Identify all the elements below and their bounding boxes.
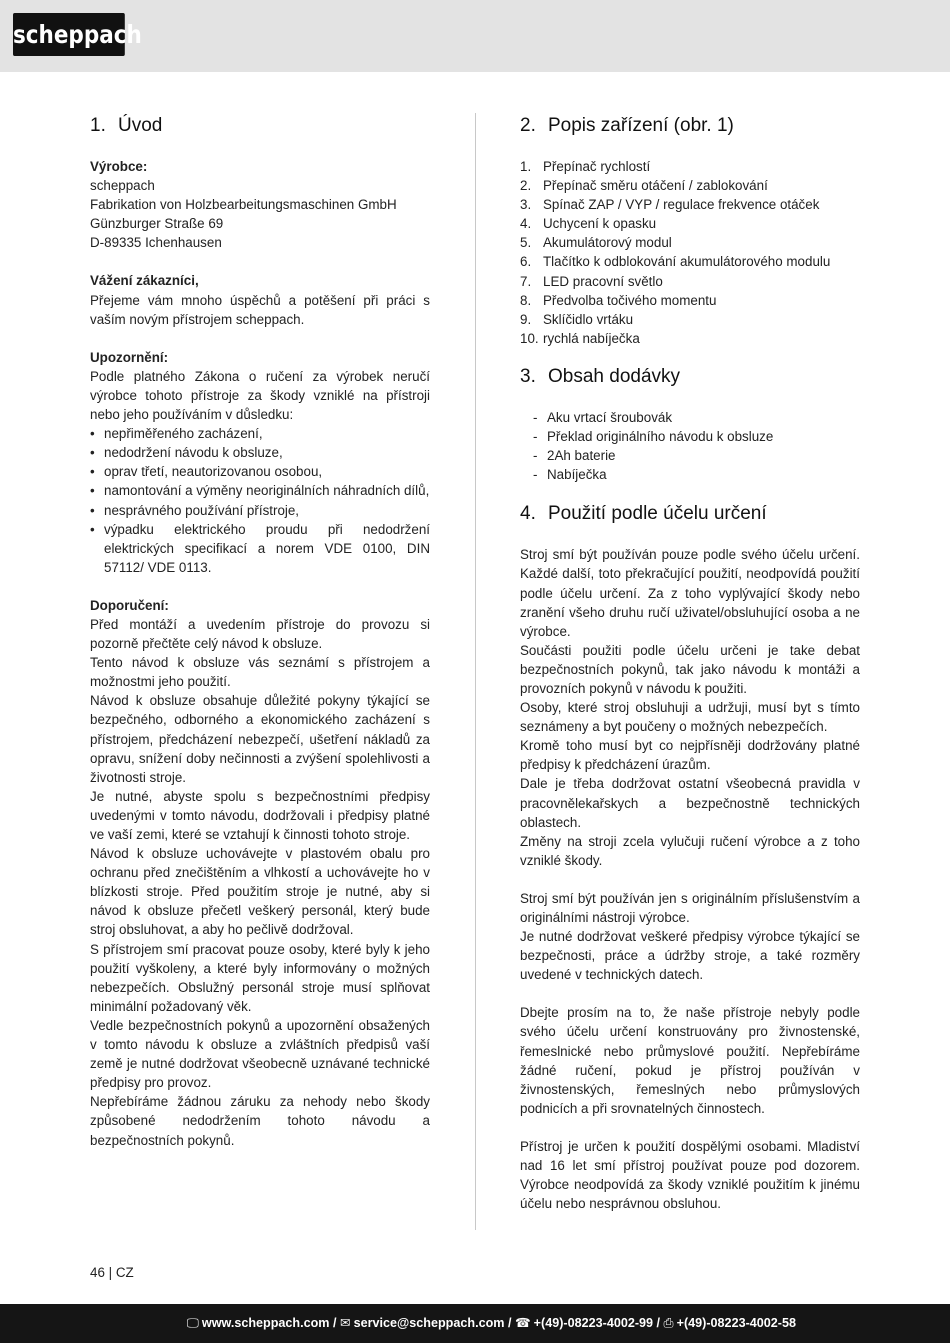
list-item: • výpadku elektrického proudu při nedodržení elektrických specifikací a norem VDE 0100, DIN 57112/ VDE 0113. [90,520,430,577]
list-item [520,157,860,176]
section-3-heading [520,363,860,391]
dear-customers-label: Vážení zákazníci, [90,273,199,289]
list-item-number: 3. [520,197,532,213]
header-bar [0,0,950,72]
monitor-icon: 🖵 [186,1316,199,1330]
list-item [520,329,860,348]
paragraph: Nepřebíráme žádnou záruku za nehody nebo škody způsobené nedodržením tohoto návodu a bezpečnostních pokynů. [90,1094,430,1148]
footer-contacts [187,1315,796,1331]
list-item-number: 6. [520,254,532,270]
fax-icon: ⎙ [663,1316,674,1330]
list-item [520,272,860,291]
list-item-label: Přepínač směru otáčení / zablokování [543,178,768,194]
section-1-title: Úvod [118,115,163,136]
column-divider [475,113,476,1230]
intended-use-block-3 [520,1003,860,1118]
phone-icon: ☎ [514,1316,531,1330]
right-column [520,112,860,1213]
list-item-number: 1. [520,159,532,174]
paragraph: Dale je třeba dodržovat ostatní všeobecná pravidla v pracovnělekařskych a bezpečnostně technických oblastech. [520,776,860,830]
paragraph: Kromě toho musí byt co nejpřísněji dodržovány platné předpisy k předcházení úrazům. [520,738,860,773]
notice-list [90,424,430,577]
left-column [90,112,430,1150]
footer-web[interactable]: www.scheppach.com / [201,1316,337,1330]
list-item: • nedodržení návodu k obsluze, [90,443,430,462]
paragraph: Dbejte prosím na to, že naše přístroje nebyly podle svého účelu určení konstruovány pro živnostenské, řemeslnické nebo průmyslové použití. Nepřebíráme žádné ručení, pokud je přístroj používán v živnostenských, řemeslných nebo průmyslových podnicích a při srovnatelných činnostech. [520,1005,860,1116]
address-line: scheppach [90,178,155,194]
footer-fax: +(49)-08223-4002-58 [676,1316,796,1330]
list-item-number: 7. [520,273,532,289]
list-item-label: Uchycení k opasku [543,216,657,232]
address-line: Fabrikation von Holzbearbeitungsmaschinen GmbH [90,197,397,213]
address-line: D-89335 Ichenhausen [90,235,222,251]
paragraph: Stroj smí být používán pouze podle svého účelu určení. Každé další, toto překračující použití, neodpovídá použití podle účelu určení. Za z toho vyplývající škody nebo zranění všeho druhu ručí uživatel/obsluhující osoba a ne výrobce. [520,547,860,639]
paragraph: Změny na stroji zcela vylučuji ručení výrobce a z toho vzniklé škody. [520,833,860,868]
notice-text: Podle platného Zákona o ručení za výrobek neručí výrobce tohoto přístroje za škody vzniklé na přístroji nebo jeho používáním v důsledku: [90,368,430,423]
list-item-label: LED pracovní světlo [543,273,663,289]
section-2-title: Popis zařízení (obr. 1) [548,115,734,136]
list-item-label: Přepínač rychlostí [543,159,651,174]
intended-use-block-1 [520,545,860,870]
list-item-label: Sklíčidlo vrtáku [543,311,634,327]
list-item [520,252,860,271]
list-item: - 2Ah baterie [533,446,860,465]
list-item-number: 2. [520,178,532,194]
notice-label: Upozornění: [90,349,169,365]
list-item [520,176,860,195]
list-item-label: Spínač ZAP / VYP / regulace frekvence otáček [543,197,820,213]
paragraph: Vedle bezpečnostních pokynů a upozornění obsažených v tomto návodu k obsluze a zvláštních předpisů vaší země je nutné dodržovat všeobecně uznávané technické předpisy pro provoz. [90,1017,430,1091]
footer-email[interactable]: service@scheppach.com / [353,1316,512,1330]
list-item-label: rychlá nabíječka [543,330,640,346]
list-item-number: 4. [520,216,532,232]
paragraph: Návod k obsluze uchovávejte v plastovém obalu pro ochranu před znečištěním a vlhkostí a uchovávejte ho v blízkosti stroje. Před použitím stroje je nutné, aby si návod k obsluze přečetl veškerý personál, který bude stroj obsluhovat, a aby ho pečlivě dodržoval. [90,846,430,938]
section-4-title: Použití podle účelu určení [548,503,767,525]
address-line: Günzburger Straße 69 [90,216,224,232]
list-item-label: Předvolba točivého momentu [543,292,717,308]
paragraph: Před montáží a uvedením přístroje do provozu si pozorně přečtěte celý návod k obsluze. [90,616,430,652]
list-item [520,195,860,214]
paragraph: Součásti použiti podle účelu určeni je take debat bezpečnostních pokynů, tak jako návodu k montáži a provozních pokynů v návodu k použiti. [520,642,860,696]
paragraph: Přístroj je určen k použití dospělými osobami. Mladiství nad 16 let smí přístroj používat pouze pod dozorem. Výrobce neodpovídá za škody vzniklé použitím k jinému účelu nebo nesprávnou obsluhou. [520,1138,860,1212]
list-item-number: 9. [520,311,532,327]
list-item-number: 5. [520,235,532,251]
list-item [520,233,860,252]
footer-bar [0,1304,950,1343]
list-item-number: 8. [520,292,532,308]
section-3-title: Obsah dodávky [548,365,681,387]
list-item-number: 10. [520,330,539,346]
intended-use-block-4 [520,1137,860,1213]
delivery-contents-list [520,408,860,484]
manufacturer-label: Výrobce: [90,159,148,174]
section-2-number: 2. [520,115,536,136]
paragraph: Tento návod k obsluze vás seznámí s přístrojem a možnostmi jeho použití. [90,655,430,690]
device-parts-list [520,157,860,348]
section-4-number: 4. [520,503,536,525]
page-number: 46 | CZ [90,1265,134,1280]
section-1-number: 1. [90,115,106,136]
brand-logo: scheppach [13,13,125,56]
paragraph: Stroj smí být používán jen s originálním příslušenstvím a originálními nástroji výrobce. [520,890,860,925]
list-item: • namontování a výměny neoriginálních náhradních dílů, [90,481,430,500]
recommendation-label: Doporučení: [90,597,169,613]
list-item [520,291,860,310]
envelope-icon: ✉ [340,1316,351,1330]
list-item [520,310,860,329]
paragraph: Návod k obsluze obsahuje důležité pokyny týkající se bezpečného, odborného a ekonomického zacházení s přístrojem, předcházení nebezpečí, ušetření nákladů za opravu, snížení doby nečinnosti a zvýšení spolehlivosti a životnosti stroje. [90,693,430,785]
paragraph: Je nutné dodržovat veškeré předpisy výrobce týkající se bezpečnosti, práce a údržby stroje, a také rozměry uvedené v technických datech. [520,929,860,983]
intended-use-block-2 [520,889,860,984]
section-1-heading [90,112,430,140]
list-item: • nepřiměřeného zacházení, [90,424,430,443]
list-item-label: Akumulátorový modul [543,235,672,251]
list-item [520,214,860,233]
section-4-heading [520,500,860,528]
footer-phone: +(49)-08223-4002-99 / [533,1316,661,1330]
paragraph: S přístrojem smí pracovat pouze osoby, které byly k jeho použití vyškoleny, a které byly informovány o možných nebezpečích. Obslužný personál stroje musí splňovat minimální požadovaný věk. [90,941,430,1014]
recommendation-text [90,615,430,1150]
list-item: - Aku vrtací šroubovák [533,408,860,427]
list-item-label: Tlačítko k odblokování akumulátorového modulu [543,254,831,270]
section-3-number: 3. [520,365,536,387]
list-item: • nesprávného používání přístroje, [90,501,430,520]
list-item: - Nabíječka [533,465,860,484]
list-item: • oprav třetí, neautorizovanou osobou, [90,462,430,481]
dear-customers-text: Přejeme vám mnoho úspěchů a potěšení při práci s vaším novým přístrojem scheppach. [90,292,430,327]
paragraph: Je nutné, abyste spolu s bezpečnostními předpisy uvedenými v tomto návodu, dodržovali i předpisy platné ve vaší zemi, které se vztahují k činnosti tohoto stroje. [90,788,430,842]
section-2-heading [520,112,860,140]
manufacturer-address [90,176,430,252]
paragraph: Osoby, které stroj obsluhuji a udržuji, musí byt s tímto seznámeny a byt poučeny o možných nebezpečích. [520,700,860,735]
list-item: - Překlad originálního návodu k obsluze [533,427,860,446]
